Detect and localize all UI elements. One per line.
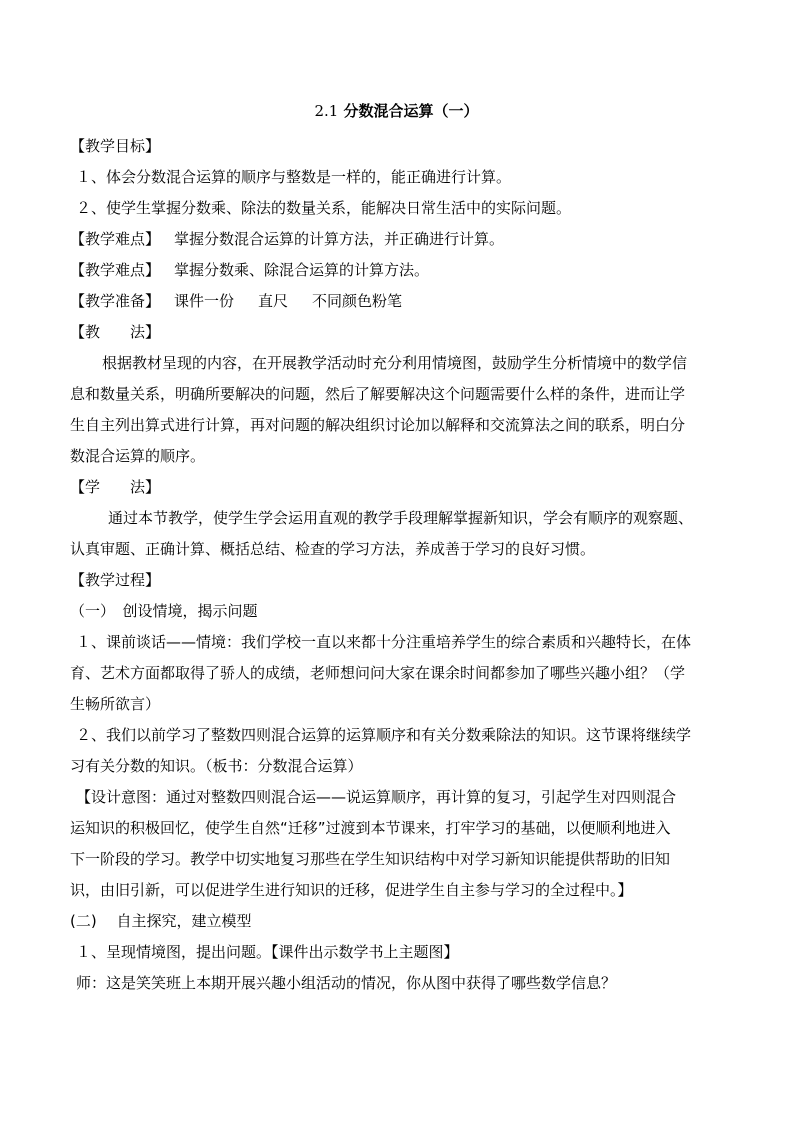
lesson-title-text: 分数混合运算（一）	[343, 102, 479, 120]
section-1-p1-line-3: 生畅所欲言）	[70, 695, 161, 713]
section-2-heading: (二) 自主探究，建立模型	[70, 912, 252, 930]
difficulty-line-2	[70, 255, 730, 286]
document-body	[70, 131, 730, 999]
method-line-1: 根据教材呈现的内容，在开展教学活动时充分利用情境图，鼓励学生分析情境中的数学信	[102, 354, 688, 372]
design-intent-line-1: 【设计意图：通过对整数四则混合运——说运算顺序，再计算的复习，引起学生对四则混合	[76, 788, 677, 806]
section-1-p2-line-2: 习有关分数的知识。（板书：分数混合运算）	[70, 757, 363, 775]
method-line-4: 数混合运算的顺序。	[70, 447, 206, 465]
difficulty-label-2: 【教学难点】	[70, 261, 161, 279]
lesson-title	[0, 100, 793, 122]
preparation-item-2: 直尺	[258, 292, 289, 310]
preparation-item-1: 课件一份	[174, 292, 235, 310]
difficulty-label-1: 【教学难点】	[70, 230, 161, 248]
goal-item-2: ２、使学生掌握分数乘、除法的数量关系，能解决日常生活中的实际问题。	[76, 199, 572, 217]
design-intent-line-3: 下一阶段的学习。教学中切实地复习那些在学生知识结构中对学习新知识能提供帮助的旧知	[70, 850, 671, 868]
section-1-p1-line-2: 育、艺术方面都取得了骄人的成绩，老师想问问大家在课余时间都参加了哪些兴趣小组？（学	[70, 664, 686, 682]
method-line-3: 生自主列出算式进行计算，再对问题的解决组织讨论加以解释和交流算法之间的联系，明白分	[70, 416, 686, 434]
design-intent-line-2: 运知识的积极回忆，使学生自然“迁移”过渡到本节课来，打牢学习的基础，以便顺利地进入	[70, 819, 671, 837]
goals-heading: 【教学目标】	[70, 137, 161, 155]
learning-line-1: 通过本节教学，使学生学会运用直观的教学手段理解掌握新知识，学会有顺序的观察题、	[108, 509, 694, 527]
section-1-p1-line-1: １、课前谈话——情境：我们学校一直以来都十分注重培养学生的综合素质和兴趣特长，在体	[76, 633, 692, 651]
section-1-p2-line-1: ２、我们以前学习了整数四则混合运算的运算顺序和有关分数乘除法的知识。这节课将继续学	[76, 726, 692, 744]
difficulty-text-1: 掌握分数混合运算的计算方法，并正确进行计算。	[174, 230, 505, 248]
method-heading: 【教 法】	[70, 323, 161, 341]
design-intent-line-4: 识，由旧引新，可以促进学生进行知识的迁移，促进学生自主参与学习的全过程中。】	[70, 881, 633, 899]
process-heading: 【教学过程】	[70, 571, 161, 589]
difficulty-line-1	[70, 224, 730, 255]
learning-heading: 【学 法】	[70, 478, 161, 496]
lesson-number: 2.1	[314, 102, 339, 120]
learning-line-2: 认真审题、正确计算、概括总结、检查的学习方法，养成善于学习的良好习惯。	[70, 540, 596, 558]
preparation-line	[70, 286, 730, 317]
goal-item-1: １、体会分数混合运算的顺序与整数是一样的，能正确进行计算。	[76, 168, 512, 186]
section-2-item-1: １、呈现情境图，提出问题。【课件出示数学书上主题图】	[76, 943, 459, 961]
method-line-2: 息和数量关系，明确所要解决的问题，然后了解要解决这个问题需要什么样的条件，进而让学	[70, 385, 686, 403]
preparation-label: 【教学准备】	[70, 292, 161, 310]
difficulty-text-2: 掌握分数乘、除混合运算的计算方法。	[174, 261, 430, 279]
preparation-item-3: 不同颜色粉笔	[312, 292, 403, 310]
teacher-question: 师：这是笑笑班上本期开展兴趣小组活动的情况，你从图中获得了哪些数学信息？	[76, 974, 617, 992]
section-1-heading: （一） 创设情境，揭示问题	[70, 602, 258, 620]
